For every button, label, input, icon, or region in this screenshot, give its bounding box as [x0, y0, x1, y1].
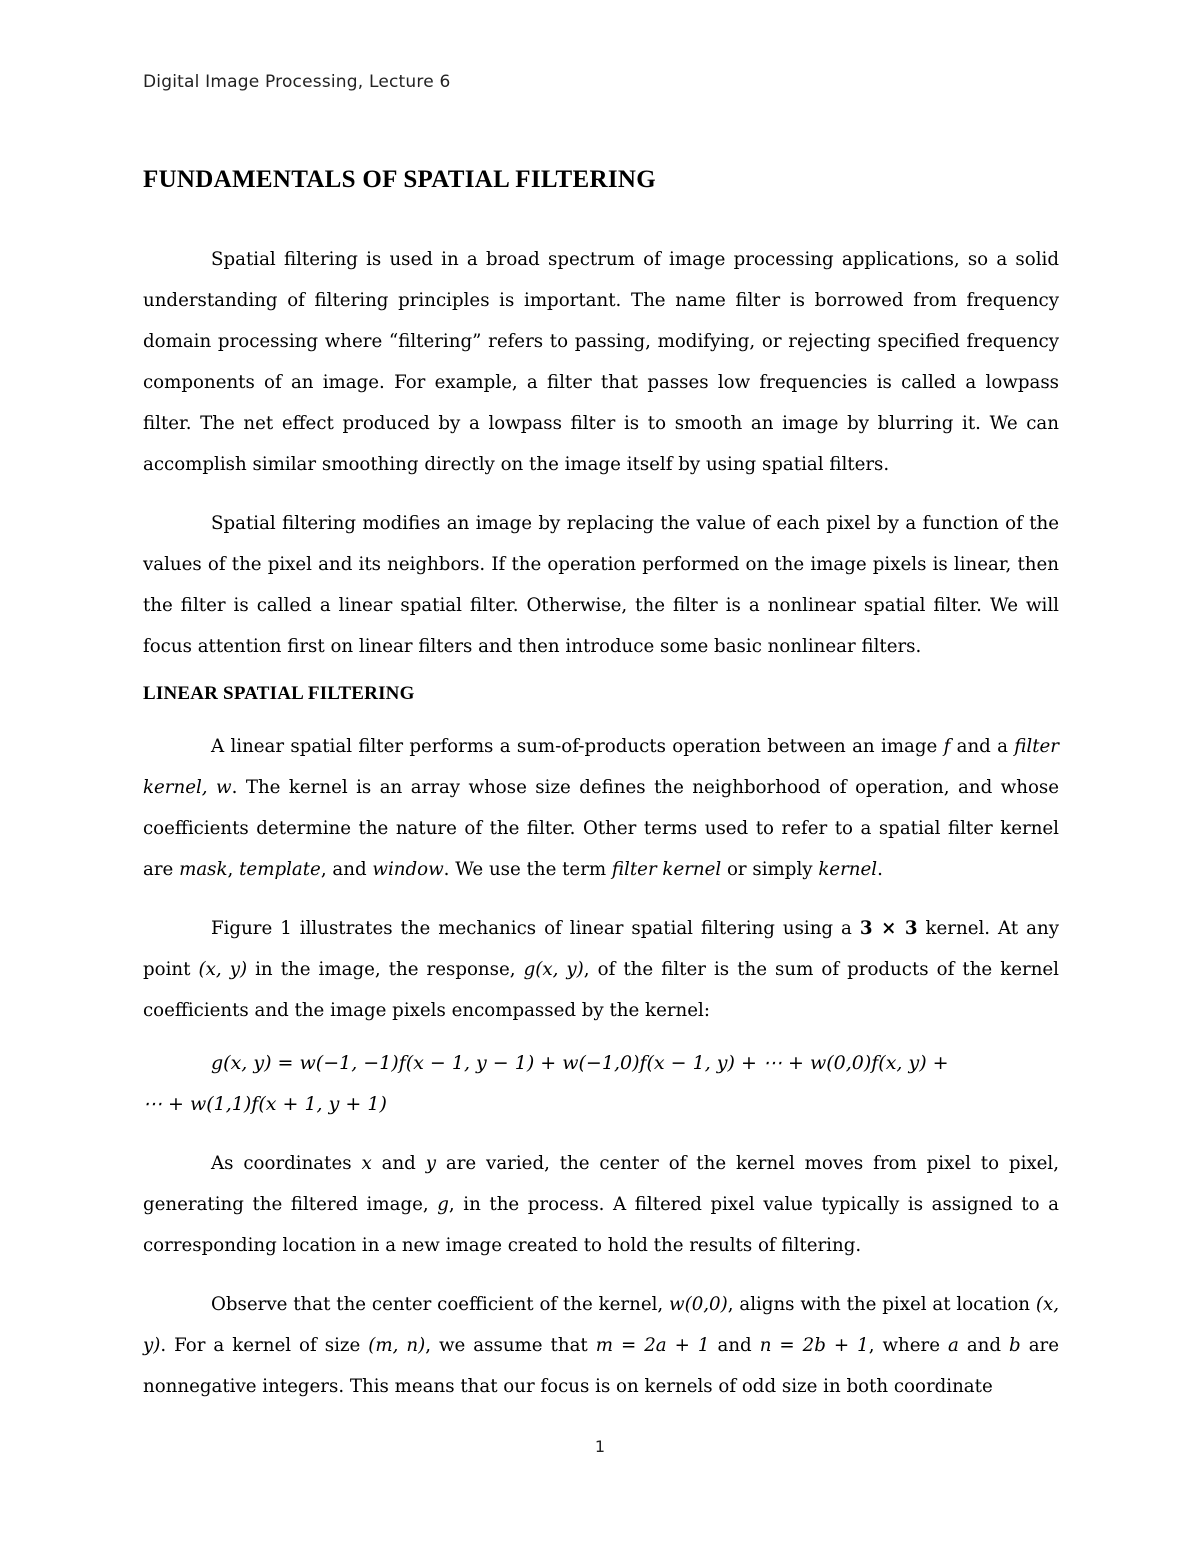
page-header: Digital Image Processing, Lecture 6: [143, 72, 451, 92]
paragraph-2: Spatial filtering modifies an image by replacing the value of each pixel by a function of the values of the pixel and its neighbors. If the operation performed on the image pixels is linear, then the filter is called a linear spatial filter. Otherwise, the filter is a nonlinear spatial filter. We will focus attention first on linear filters and then introduce some basic nonlinear filters.: [143, 513, 1059, 657]
equation-line-1: g(x, y) = w(−1, −1)f(x − 1, y − 1) + w(−1,0)f(x − 1, y) + ⋯ + w(0,0)f(x, y) +: [211, 1052, 949, 1074]
filter-equation: [143, 1043, 1059, 1125]
intro-paragraphs: [143, 239, 1059, 667]
paragraph-3: A linear spatial filter performs a sum-of-products operation between an image f and a filter kernel, w. The kernel is an array whose size defines the neighborhood of operation, and whose coefficients determine the nature of the filter. Other terms used to refer to a spatial filter kernel are mask, template, and window. We use the term filter kernel or simply kernel.: [143, 736, 1059, 880]
equation-line-2: ⋯ + w(1,1)f(x + 1, y + 1): [143, 1093, 387, 1115]
paragraph-6: Observe that the center coefficient of the kernel, w(0,0), aligns with the pixel at location (x, y). For a kernel of size (m, n), we assume that m = 2a + 1 and n = 2b + 1, where a and b are nonnegative integers. This means that our focus is on kernels of odd size in both coordinate: [143, 1294, 1060, 1397]
page-title: FUNDAMENTALS OF SPATIAL FILTERING: [143, 166, 656, 193]
paragraph-4: Figure 1 illustrates the mechanics of linear spatial filtering using a 3 × 3 kernel. At any point (x, y) in the image, the response, g(x, y), of the filter is the sum of products of the kernel coefficients and the image pixels encompassed by the kernel:: [143, 918, 1059, 1021]
closing-paragraphs: [143, 1143, 1059, 1407]
section-heading: LINEAR SPATIAL FILTERING: [143, 683, 415, 704]
linear-filter-paragraphs: [143, 726, 1059, 1031]
paragraph-1: Spatial filtering is used in a broad spectrum of image processing applications, so a solid understanding of filtering principles is important. The name filter is borrowed from frequency domain processing where “filtering” refers to passing, modifying, or rejecting specified frequency components of an image. For example, a filter that passes low frequencies is called a lowpass filter. The net effect produced by a lowpass filter is to smooth an image by blurring it. We can accomplish similar smoothing directly on the image itself by using spatial filters.: [143, 249, 1059, 475]
paragraph-5: As coordinates x and y are varied, the center of the kernel moves from pixel to pixel, generating the filtered image, g, in the process. A filtered pixel value typically is assigned to a corresponding location in a new image created to hold the results of filtering.: [143, 1153, 1060, 1256]
page-number: 1: [594, 1437, 606, 1456]
